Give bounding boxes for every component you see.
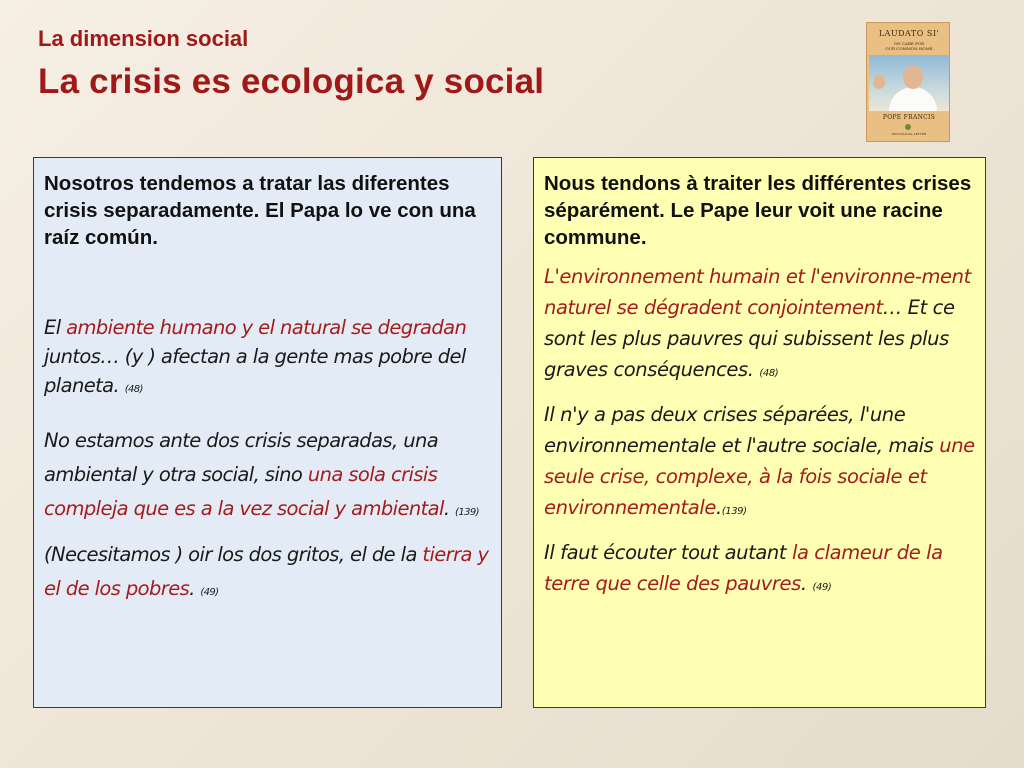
spanish-p1-reference: (48) (124, 384, 143, 395)
french-p3-highlight: la clameur de la terre que celle des pauvres (544, 541, 943, 595)
french-paragraph-1 (544, 261, 975, 389)
french-p3-pre: Il faut écouter tout autant (544, 541, 792, 564)
spanish-p3-post: . (189, 577, 201, 600)
french-p1-reference: (48) (759, 368, 779, 379)
pope-robe (889, 87, 937, 111)
spanish-lead-text: Nosotros tendemos a tratar las diferentes crisis separadamente. El Papa lo ve con una raíz común. (44, 172, 476, 249)
pope-photo (869, 55, 949, 111)
spanish-p2-reference: (139) (455, 507, 479, 518)
book-cover-footer: ENCYCLICAL LETTER (891, 132, 927, 136)
spanish-text-panel (33, 157, 502, 708)
book-cover-image (866, 22, 950, 142)
book-cover-title: LAUDATO SI' (878, 29, 940, 38)
french-p2-reference: (139) (721, 506, 747, 517)
book-cover-subtitle (867, 41, 950, 51)
french-p2-pre: Il n'y a pas deux crises séparées, l'une environnementale et l'autre sociale, mais (544, 403, 940, 457)
french-paragraph-2 (544, 399, 975, 527)
spanish-paragraph-1 (44, 313, 491, 404)
spanish-p3-reference: (49) (200, 587, 219, 598)
spanish-p2-pre: No estamos ante dos crisis separadas, una ambiental y otra social, sino (44, 429, 439, 486)
spanish-p1-highlight: ambiente humano y el natural se degradan (66, 316, 467, 339)
spanish-paragraph-3 (44, 538, 491, 610)
french-p1-highlight: L'environnement humain et l'environne-ment naturel se dégradent conjointement (544, 265, 971, 319)
spanish-p3-highlight: tierra y el de los pobres (44, 543, 489, 600)
spanish-p1-post: juntos… (y ) afectan a la gente mas pobre del planeta. (44, 345, 466, 397)
pope-head (903, 65, 923, 89)
french-lead-text: Nous tendons à traiter les différentes crises séparément. Le Pape leur voit une racine commune. (544, 172, 972, 249)
spanish-p3-pre: (Necesitamos ) oir los dos gritos, el de la (44, 543, 423, 566)
spanish-paragraph-2 (44, 424, 491, 530)
french-p3-post: . (800, 572, 813, 595)
book-cover-subtitle-line1: ON CARE FOR (893, 41, 925, 46)
pope-hand (873, 75, 885, 89)
spanish-p2-highlight: una sola crisis compleja que es a la vez social y ambiental (44, 463, 444, 520)
french-p3-reference: (49) (812, 582, 832, 593)
french-p1-post: … Et ce sont les plus pauvres qui subissent les plus graves conséquences. (544, 296, 955, 381)
french-p2-highlight: une seule crise, complexe, à la fois sociale et environnementale (544, 434, 975, 519)
french-text-panel (533, 157, 986, 708)
book-cover-author: POPE FRANCIS (882, 114, 936, 121)
spanish-p1-pre: El (44, 316, 67, 339)
slide-title: La crisis es ecologica y social (38, 62, 545, 101)
book-cover-subtitle-line2: OUR COMMON HOME (885, 46, 933, 51)
slide-subtitle: La dimension social (38, 26, 249, 51)
french-p2-post: . (715, 496, 722, 519)
book-cover-emblem-icon (905, 124, 911, 130)
french-paragraph-3 (544, 537, 975, 603)
spanish-p2-post: . (443, 497, 456, 520)
